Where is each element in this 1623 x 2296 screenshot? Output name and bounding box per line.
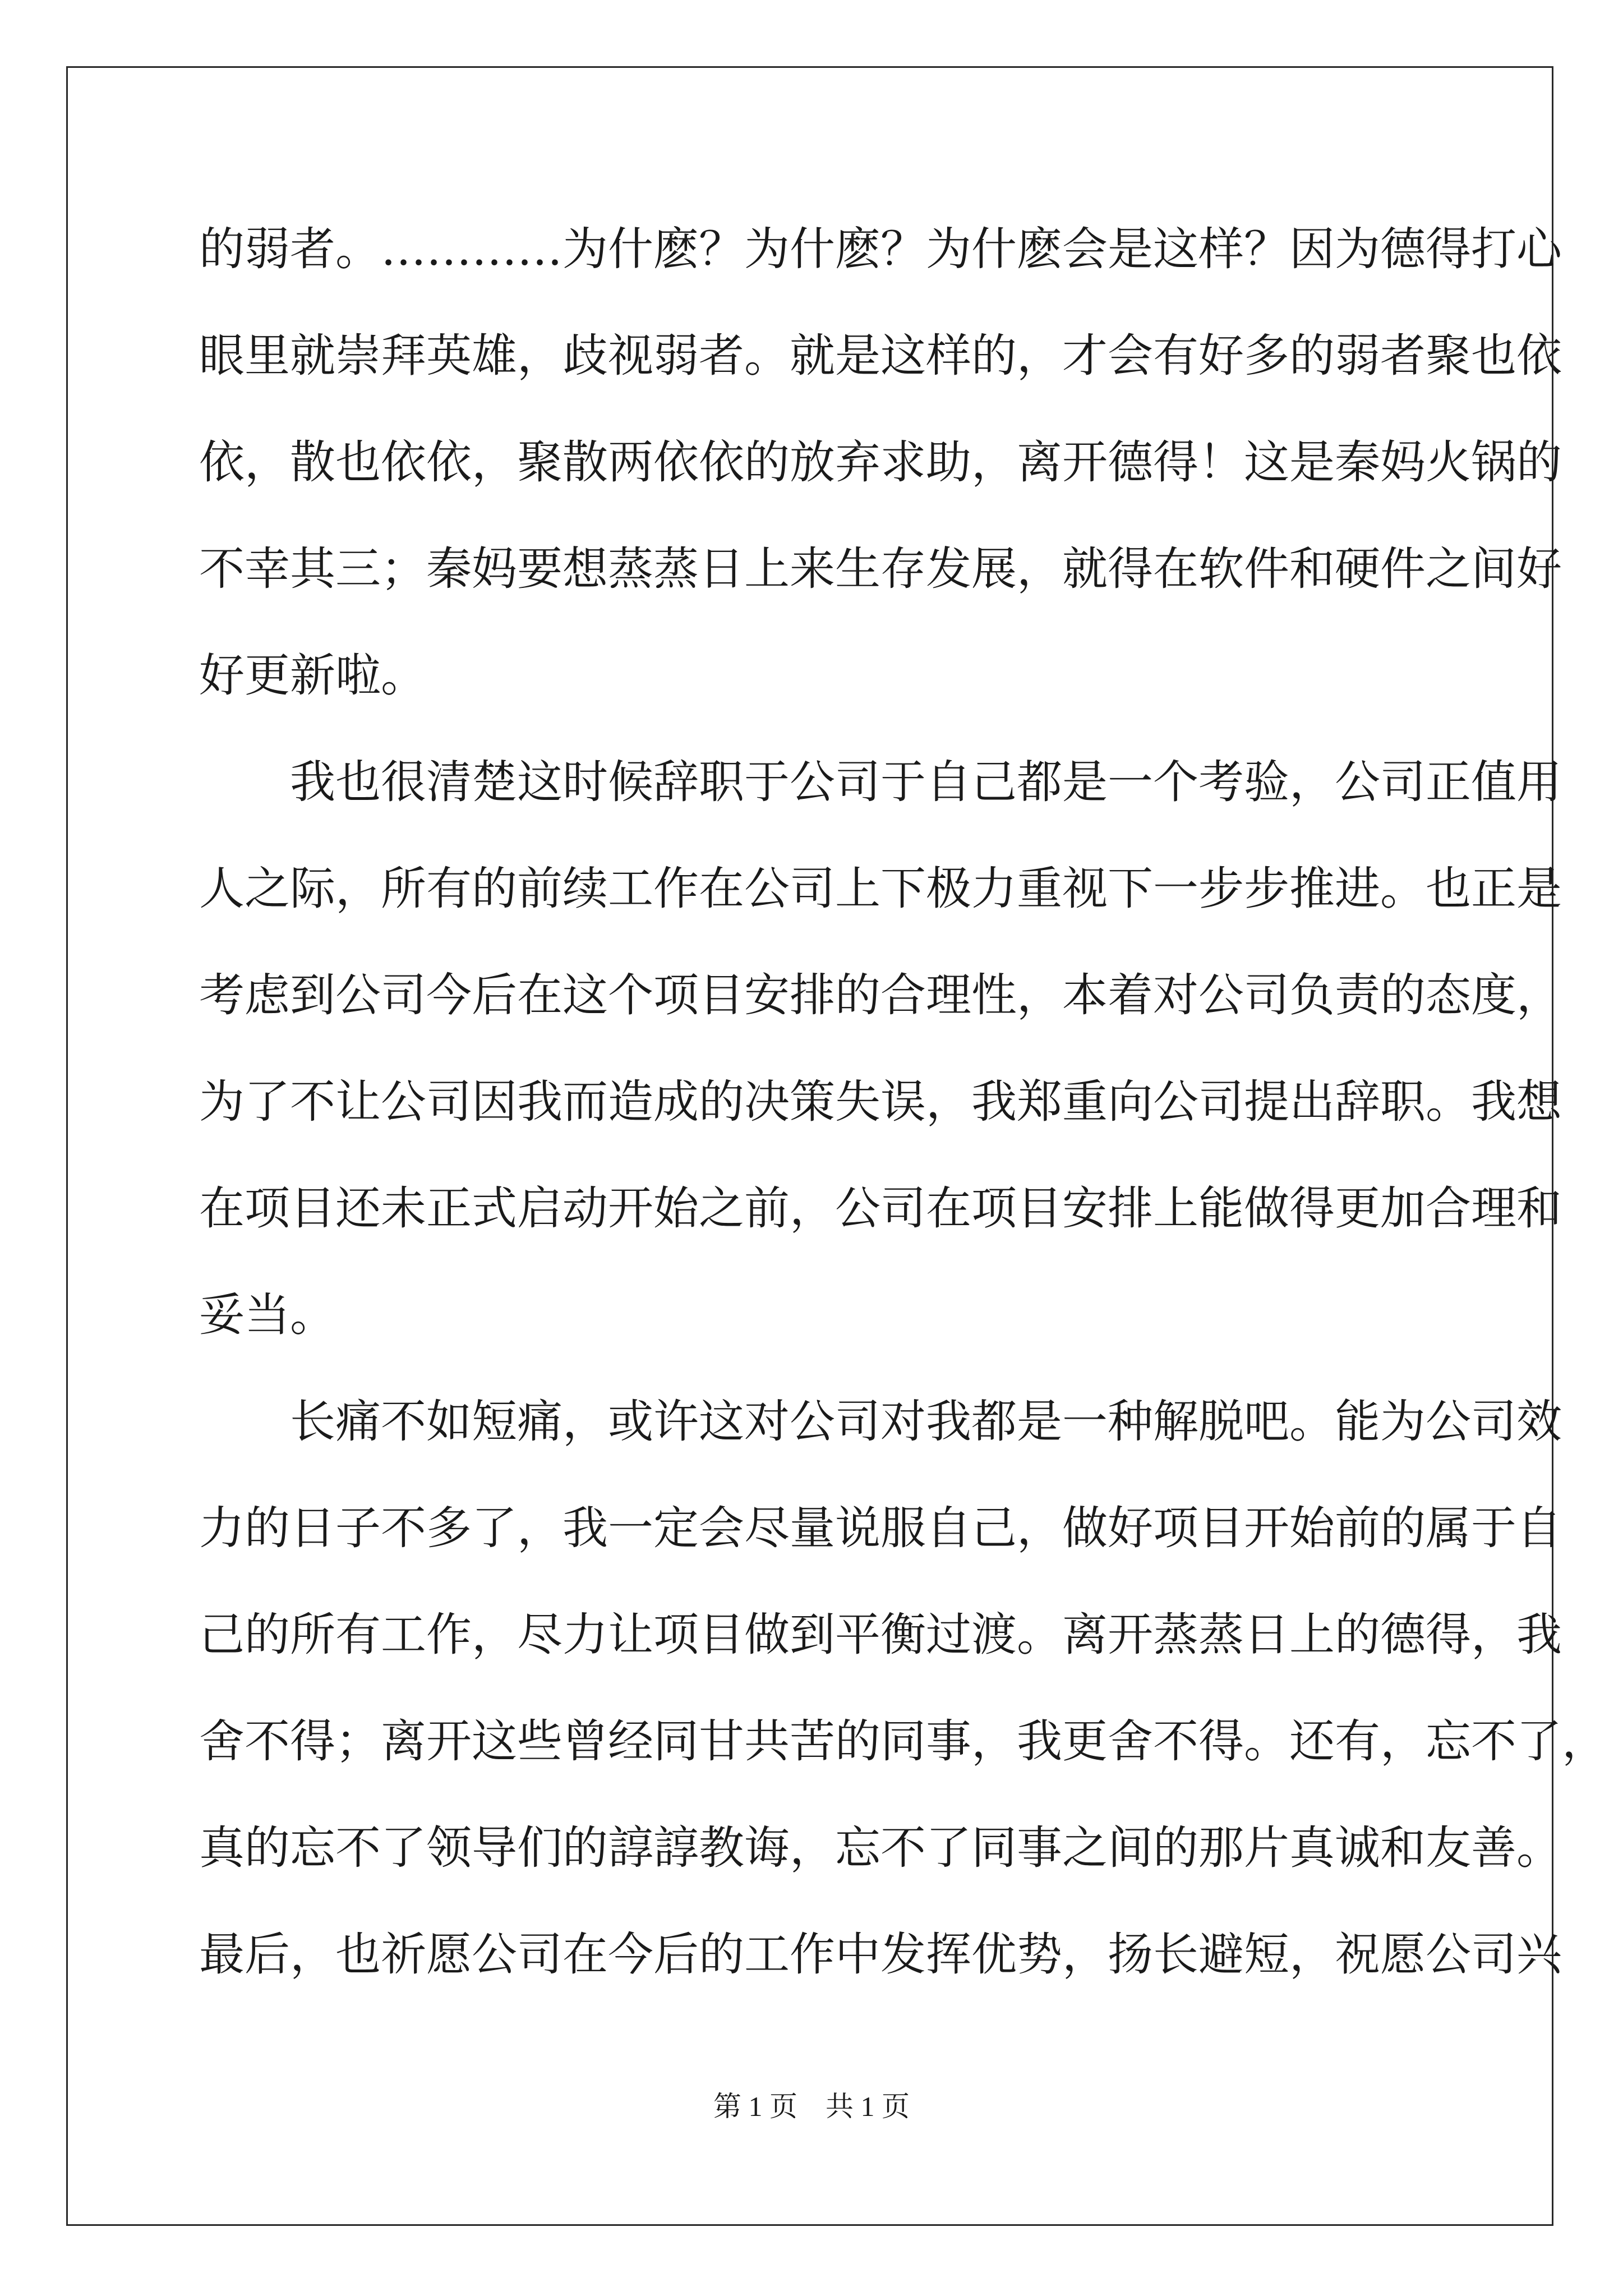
text-line: 我也很清楚这时候辞职于公司于自己都是一个考验，公司正值用	[290, 756, 1562, 809]
text-line: 妥当。	[199, 1289, 336, 1342]
text-line: 长痛不如短痛，或许这对公司对我都是一种解脱吧。能为公司效	[290, 1396, 1562, 1448]
text-line: 依，散也依依，聚散两依依的放弃求助，离开德得！这是秦妈火锅的	[199, 436, 1562, 489]
text-line: 力的日子不多了，我一定会尽量说服自己，做好项目开始前的属于自	[199, 1502, 1562, 1555]
text-line: 考虑到公司今后在这个项目安排的合理性，本着对公司负责的态度，	[199, 969, 1562, 1022]
paragraph	[199, 1369, 1608, 2008]
document-body	[199, 196, 1608, 2008]
text-line: 不幸其三；秦妈要想蒸蒸日上来生存发展，就得在软件和硬件之间好	[199, 543, 1562, 596]
text-line: 最后，也祈愿公司在今后的工作中发挥优势，扬长避短，祝愿公司兴	[199, 1929, 1562, 1981]
text-line: 好更新啦。	[199, 650, 427, 702]
text-line: 人之际，所有的前续工作在公司上下极力重视下一步步推进。也正是	[199, 863, 1562, 915]
text-line: 为了不让公司因我而造成的决策失误，我郑重向公司提出辞职。我想	[199, 1076, 1562, 1129]
text-line: 舍不得；离开这些曾经同甘共苦的同事，我更舍不得。还有，忘不了，	[199, 1715, 1608, 1768]
paragraph	[199, 196, 1562, 729]
text-line: 的弱者。…………为什麽？为什麽？为什麽会是这样？因为德得打心	[199, 223, 1562, 276]
paragraph	[199, 729, 1562, 1369]
text-line: 真的忘不了领导们的諄諄教诲，忘不了同事之间的那片真诚和友善。	[199, 1822, 1562, 1875]
text-line: 在项目还未正式启动开始之前，公司在项目安排上能做得更加合理和	[199, 1182, 1562, 1235]
page-number-footer: 第 1 页 共 1 页	[713, 2091, 910, 2122]
text-line: 眼里就崇拜英雄，歧视弱者。就是这样的，才会有好多的弱者聚也依	[199, 330, 1562, 383]
text-line: 己的所有工作，尽力让项目做到平衡过渡。离开蒸蒸日上的德得，我	[199, 1609, 1562, 1662]
